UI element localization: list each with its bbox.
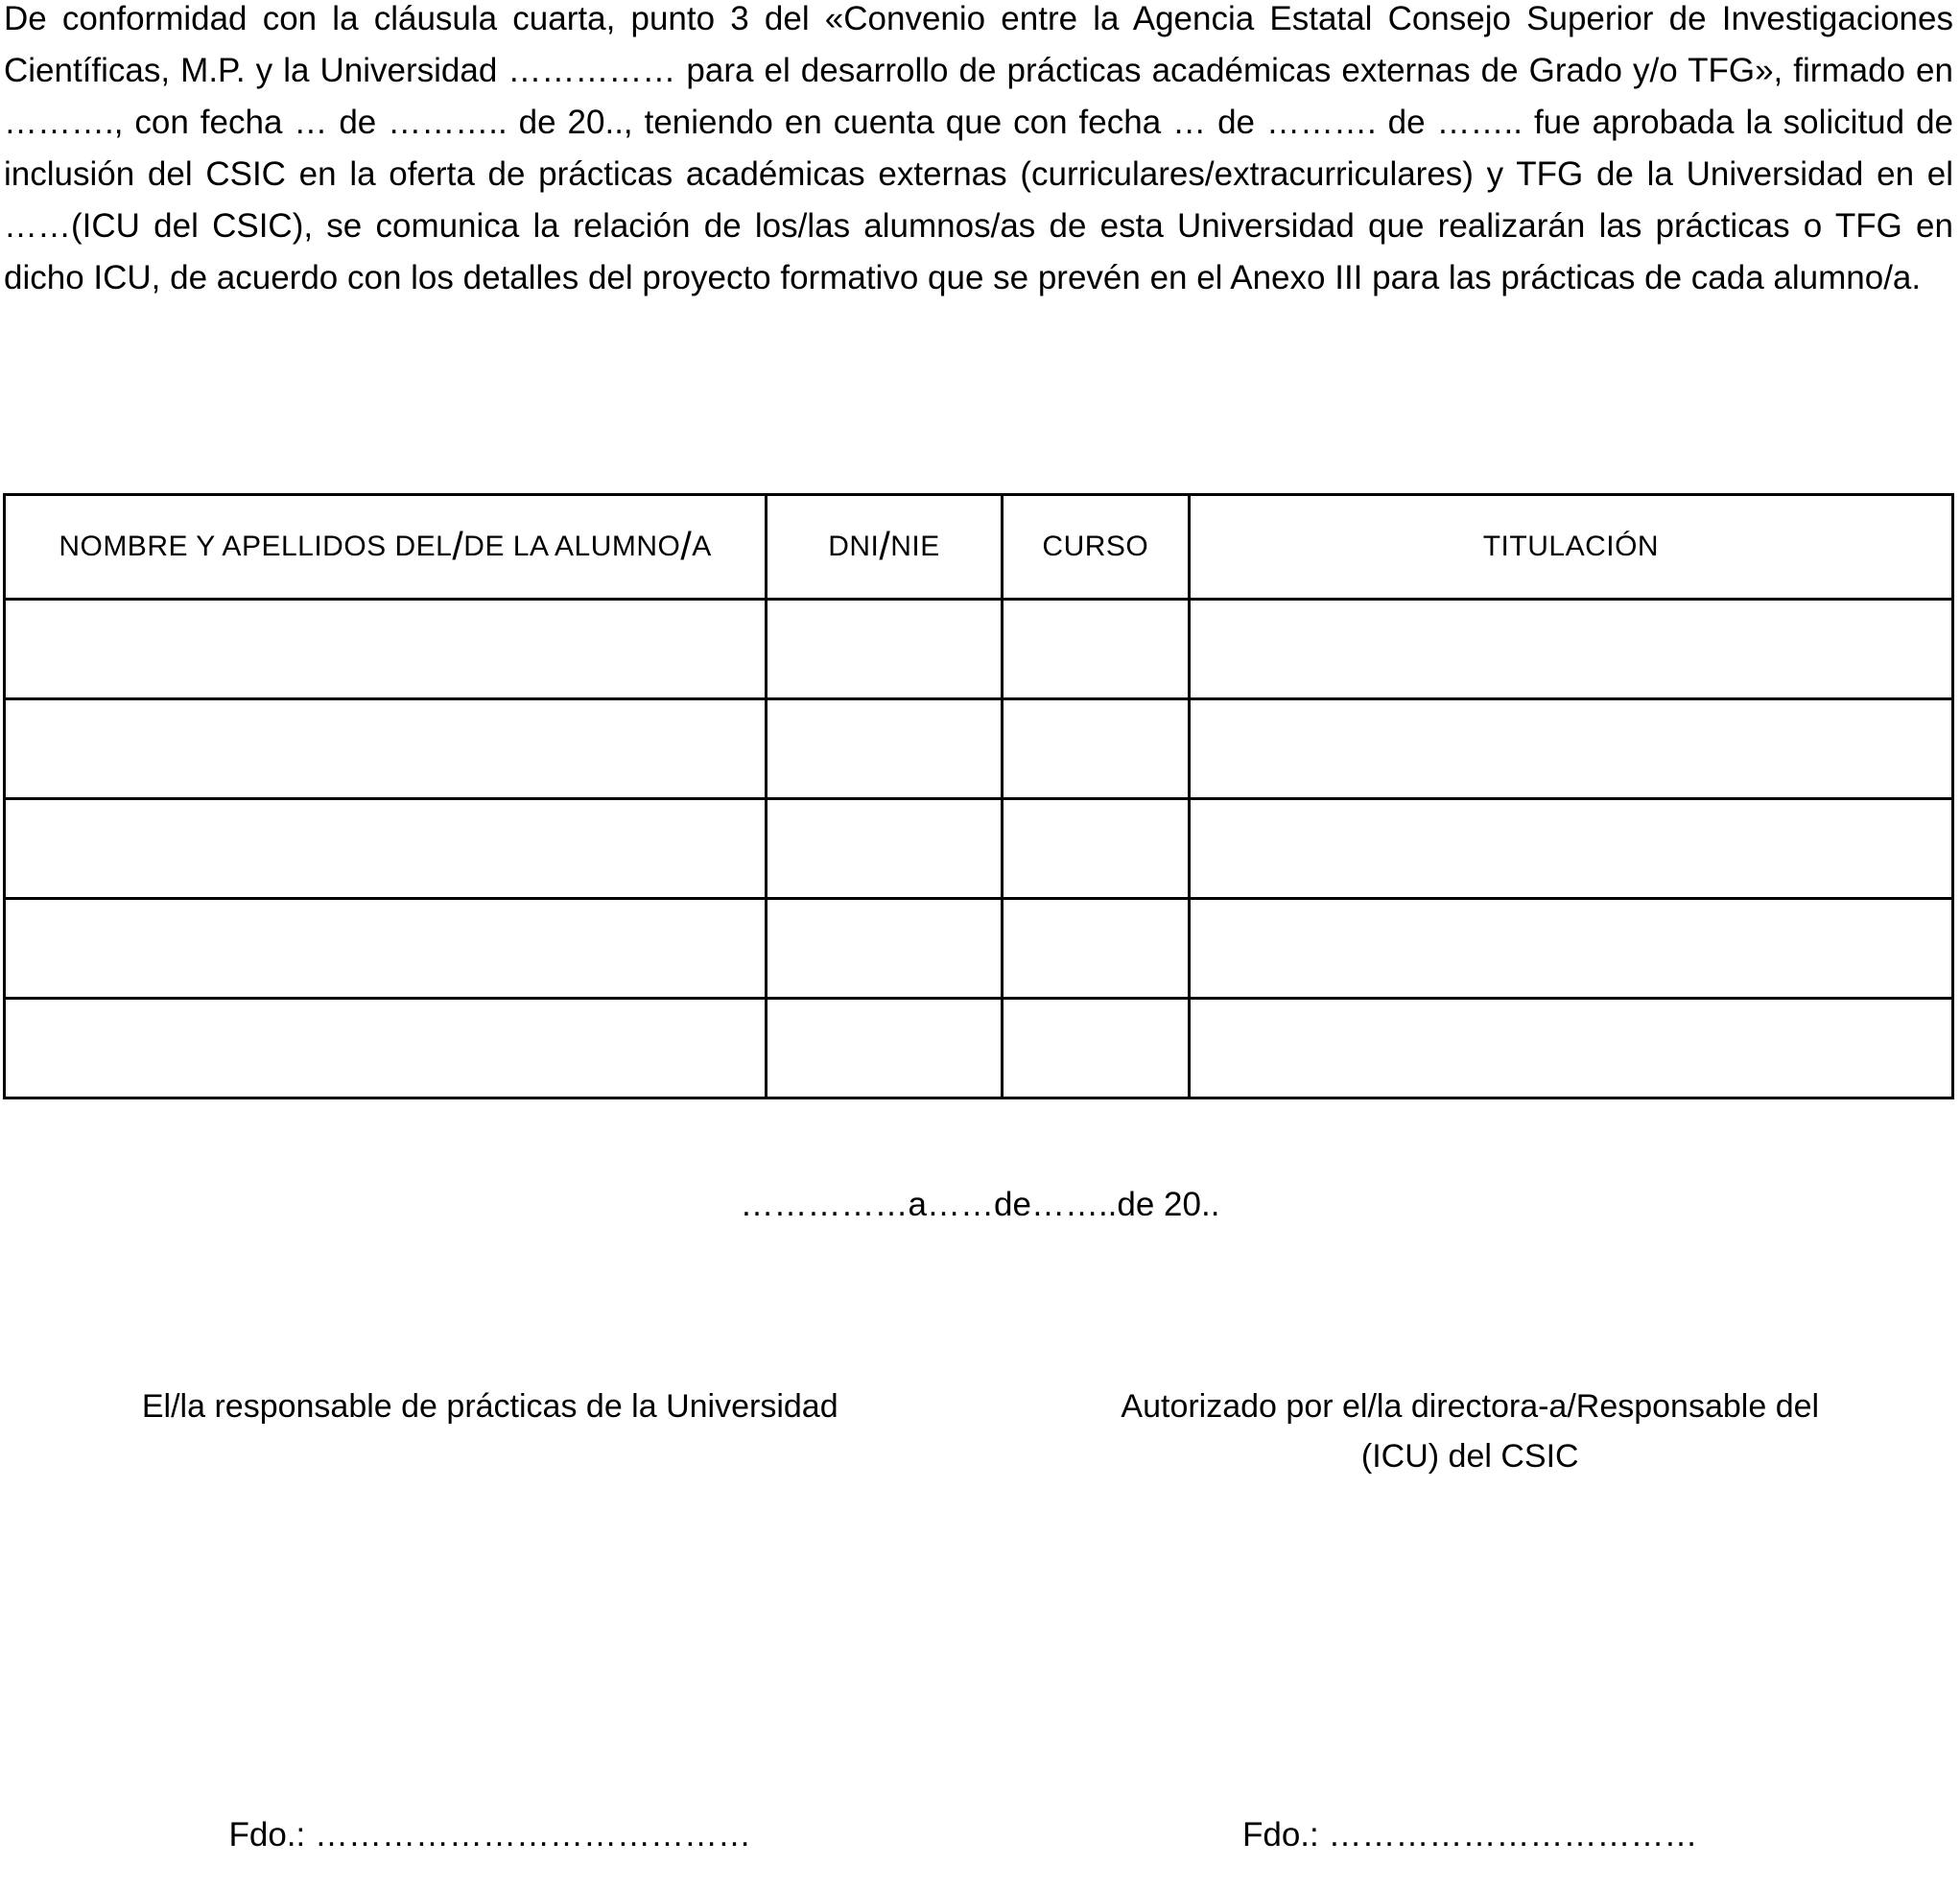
student-row — [5, 799, 1953, 899]
signature-titles-row — [0, 1381, 1960, 1481]
student-cell-empty[interactable] — [1189, 799, 1952, 899]
fdo-line-university: Fdo.: ………………………………… — [228, 1816, 751, 1854]
student-row — [5, 999, 1953, 1098]
student-row — [5, 600, 1953, 699]
student-cell-empty[interactable] — [767, 699, 1003, 799]
students-table-body — [5, 600, 1953, 1098]
signature-fdo-row — [0, 1813, 1960, 1857]
student-cell-empty[interactable] — [5, 600, 767, 699]
student-cell-empty[interactable] — [1002, 600, 1189, 699]
signature-title-csic-line1: Autorizado por el/la directora-a/Responsable del — [1121, 1388, 1820, 1425]
header-row — [5, 495, 1953, 600]
student-cell-empty[interactable] — [767, 999, 1003, 1098]
student-cell-empty[interactable] — [767, 799, 1003, 899]
student-cell-empty[interactable] — [1189, 899, 1952, 999]
student-cell-empty[interactable] — [5, 999, 767, 1098]
col-header-curso: CURSO — [1002, 495, 1189, 600]
intro-paragraph: De conformidad con la cláusula cuarta, punto 3 del «Convenio entre la Agencia Estatal Consejo Superior de Investigaciones Científicas, M.P. y la Universidad …………… para el desarrollo de prácticas académicas externas de Grado y/o TFG», firmado en ………., con fecha … de ……….. de 20.., teniendo en cuenta que con fecha … de ………. de …….. fue aprobada la solicitud de inclusión del CSIC en la oferta de prácticas académicas externas (curriculares/extracurriculares) y TFG de la Universidad en el ……(ICU del CSIC), se comunica la relación de los/las alumnos/as de esta Universidad que realizarán las prácticas o TFG en dicho ICU, de acuerdo con los detalles del proyecto formativo que se prevén en el Anexo III para las prácticas de cada alumno/a. — [4, 0, 1953, 296]
student-row — [5, 899, 1953, 999]
signature-title-csic — [980, 1381, 1960, 1481]
signature-title-university: El/la responsable de prácticas de la Universidad — [141, 1388, 838, 1425]
col-header-titulacion: TITULACIÓN — [1189, 495, 1952, 600]
student-cell-empty[interactable] — [1002, 699, 1189, 799]
student-cell-empty[interactable] — [5, 699, 767, 799]
student-cell-empty[interactable] — [767, 899, 1003, 999]
student-cell-empty[interactable] — [5, 799, 767, 899]
fdo-line-csic: Fdo.: …………………………… — [1242, 1816, 1698, 1854]
col-header-nombre-apellidos: NOMBRE Y APELLIDOS DEL/DE LA ALUMNO/A — [5, 495, 767, 600]
student-cell-empty[interactable] — [1002, 799, 1189, 899]
student-cell-empty[interactable] — [1189, 600, 1952, 699]
signature-title-csic-line2: (ICU) del CSIC — [1360, 1438, 1579, 1475]
col-header-dni-nie: DNI/NIE — [767, 495, 1003, 600]
students-table-header — [5, 495, 1953, 600]
date-fill-in-line: ……………a……de……..de 20.. — [740, 1186, 1220, 1223]
students-table — [3, 493, 1954, 1099]
student-cell-empty[interactable] — [1002, 999, 1189, 1098]
student-cell-empty[interactable] — [1189, 699, 1952, 799]
student-cell-empty[interactable] — [1189, 999, 1952, 1098]
student-cell-empty[interactable] — [1002, 899, 1189, 999]
student-cell-empty[interactable] — [5, 899, 767, 999]
student-cell-empty[interactable] — [767, 600, 1003, 699]
student-row — [5, 699, 1953, 799]
